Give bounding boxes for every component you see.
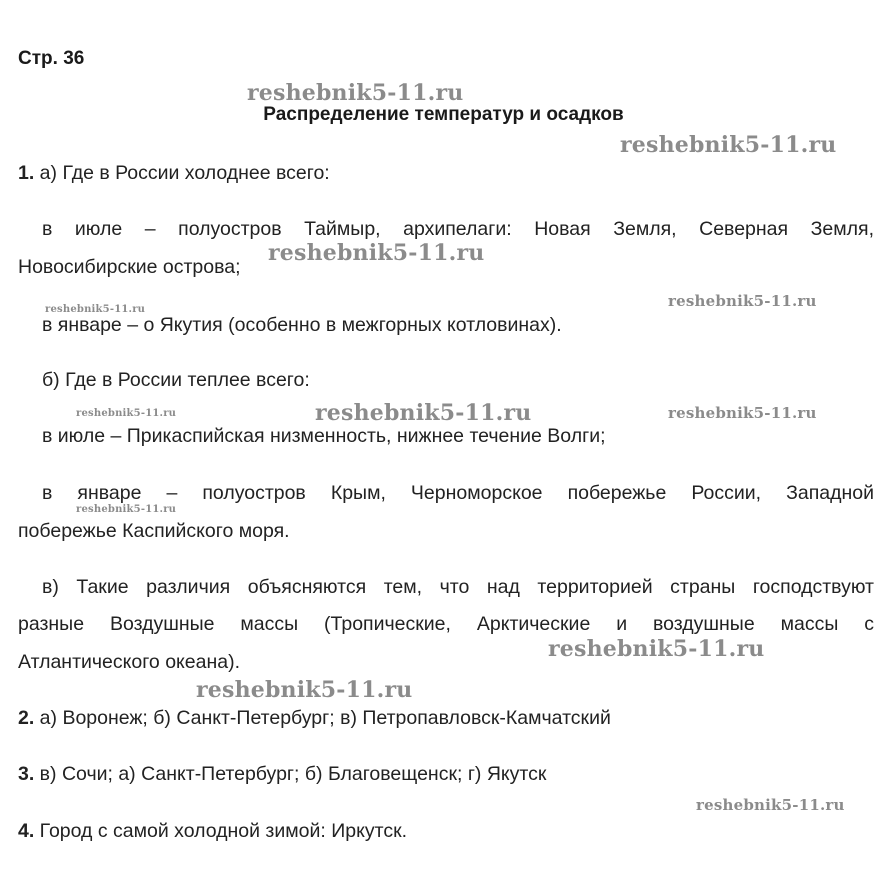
watermark: reshebnik5-11.ru (76, 504, 177, 515)
q1-a-july-line1: в июле – полуостров Таймыр, архипелаги: Новая Земля, Северная Земля, (42, 218, 874, 240)
q1-b-january-line2: побережье Каспийского моря. (18, 520, 290, 542)
watermark: reshebnik5-11.ru (268, 240, 485, 266)
q3-answer (18, 762, 546, 786)
watermark: reshebnik5-11.ru (668, 292, 817, 310)
q2-number: 2. (18, 707, 35, 729)
watermark: reshebnik5-11.ru (620, 132, 837, 158)
q4-answer (18, 819, 407, 843)
q2-answer (18, 706, 611, 730)
watermark: reshebnik5-11.ru (76, 408, 177, 419)
q4-text: Город с самой холодной зимой: Иркутск. (34, 820, 408, 842)
q4-number: 4. (18, 820, 35, 842)
q2-text: а) Воронеж; б) Санкт-Петербург; в) Петропавловск-Камчатский (34, 707, 611, 729)
q3-number: 3. (18, 763, 35, 785)
watermark: reshebnik5-11.ru (45, 304, 146, 315)
q1-a-july-line2: Новосибирские острова; (18, 256, 241, 278)
page-number: Стр. 36 (18, 48, 85, 69)
watermark: reshebnik5-11.ru (548, 636, 765, 662)
q1-c-line1: в) Такие различия объясняются тем, что над территорией страны господствуют (42, 576, 874, 598)
q1-a-january: в январе – о Якутия (особенно в межгорных котловинах). (42, 314, 562, 336)
q1-c-line2: разные Воздушные массы (Тропические, Арктические и воздушные массы с (18, 613, 874, 635)
watermark: reshebnik5-11.ru (315, 400, 532, 426)
watermark: reshebnik5-11.ru (196, 677, 413, 703)
q1-c-line3: Атлантического океана). (18, 651, 241, 673)
watermark: reshebnik5-11.ru (668, 404, 817, 422)
q1-b-january-line1: в январе – полуостров Крым, Черноморское побережье России, Западной (42, 482, 874, 504)
q1-a-question-text: а) Где в России холоднее всего: (34, 162, 330, 184)
q1-number: 1. (18, 162, 35, 184)
watermark: reshebnik5-11.ru (247, 80, 464, 106)
section-heading: Распределение температур и осадков (263, 104, 624, 125)
watermark: reshebnik5-11.ru (696, 796, 845, 814)
q1-b-july: в июле – Прикаспийская низменность, нижнее течение Волги; (42, 425, 606, 447)
q1-b-question: б) Где в России теплее всего: (42, 369, 310, 391)
q3-text: в) Сочи; а) Санкт-Петербург; б) Благовещенск; г) Якутск (34, 763, 547, 785)
q1-a-question (18, 161, 330, 185)
